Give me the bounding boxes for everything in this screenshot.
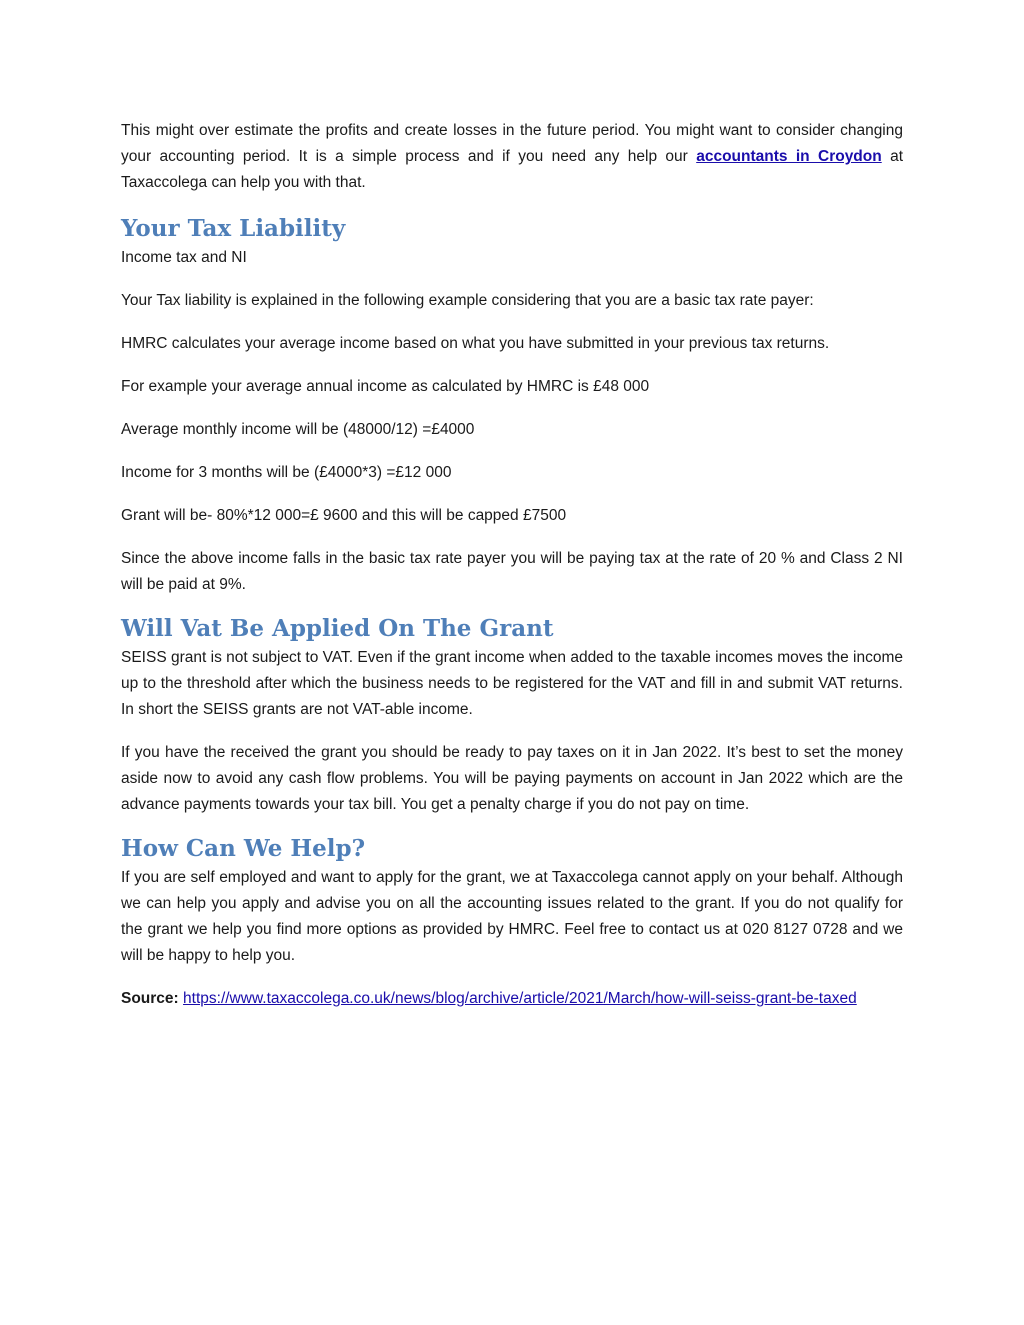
intro-text-before: This might over estimate the profits and create losses in the future period. You might want to consider changing your accounting period. It is a simple process and if you need any help our	[121, 122, 903, 165]
tax-paragraph-7: Since the above income falls in the basic tax rate payer you will be paying tax at the rate of 20 % and Class 2 NI will be paid at 9%.	[121, 550, 903, 593]
tax-paragraph-1: Your Tax liability is explained in the following example considering that you are a basic tax rate payer:	[121, 292, 814, 309]
vat-heading: Will Vat Be Applied On The Grant	[121, 615, 554, 642]
tax-paragraph-3: For example your average annual income as calculated by HMRC is £48 000	[121, 378, 650, 395]
intro-text-after: at Taxaccolega can help you with that.	[121, 148, 904, 191]
tax-liability-heading: Your Tax Liability	[121, 215, 346, 242]
source-link[interactable]: https://www.taxaccolega.co.uk/news/blog/archive/article/2021/March/how-will-seiss-grant-be-taxed	[183, 990, 857, 1007]
help-heading: How Can We Help?	[121, 835, 366, 862]
vat-paragraph-1: SEISS grant is not subject to VAT. Even if the grant income when added to the taxable incomes moves the income up to the threshold after which the business needs to be registered for the VAT and fill in and submit VAT returns. In short the SEISS grants are not VAT-able income.	[121, 649, 903, 718]
source-label: Source:	[121, 990, 179, 1007]
tax-paragraph-5: Income for 3 months will be (£4000*3) =£12 000	[121, 464, 452, 481]
source-line	[121, 986, 903, 1012]
vat-paragraph-2: If you have the received the grant you should be ready to pay taxes on it in Jan 2022. It’s best to set the money aside now to avoid any cash flow problems. You will be paying payments on account in Jan 2022 which are the advance payments towards your tax bill. You get a penalty charge if you do not pay on time.	[121, 744, 903, 813]
accountants-in-croydon-link[interactable]: accountants in Croydon	[696, 148, 882, 165]
document-page	[121, 118, 903, 1012]
tax-paragraph-2: HMRC calculates your average income based on what you have submitted in your previous tax returns.	[121, 335, 830, 352]
help-paragraph-1: If you are self employed and want to apply for the grant, we at Taxaccolega cannot apply on your behalf. Although we can help you apply and advise you on all the accounting issues related to the grant. If you do not qualify for the grant we help you find more options as provided by HMRC. Feel free to contact us at 020 8127 0728 and we will be happy to help you.	[121, 869, 903, 964]
tax-subheading: Income tax and NI	[121, 249, 247, 266]
tax-paragraph-4: Average monthly income will be (48000/12) =£4000	[121, 421, 475, 438]
intro-paragraph	[121, 118, 903, 196]
tax-paragraph-6: Grant will be- 80%*12 000=£ 9600 and this will be capped £7500	[121, 507, 567, 524]
